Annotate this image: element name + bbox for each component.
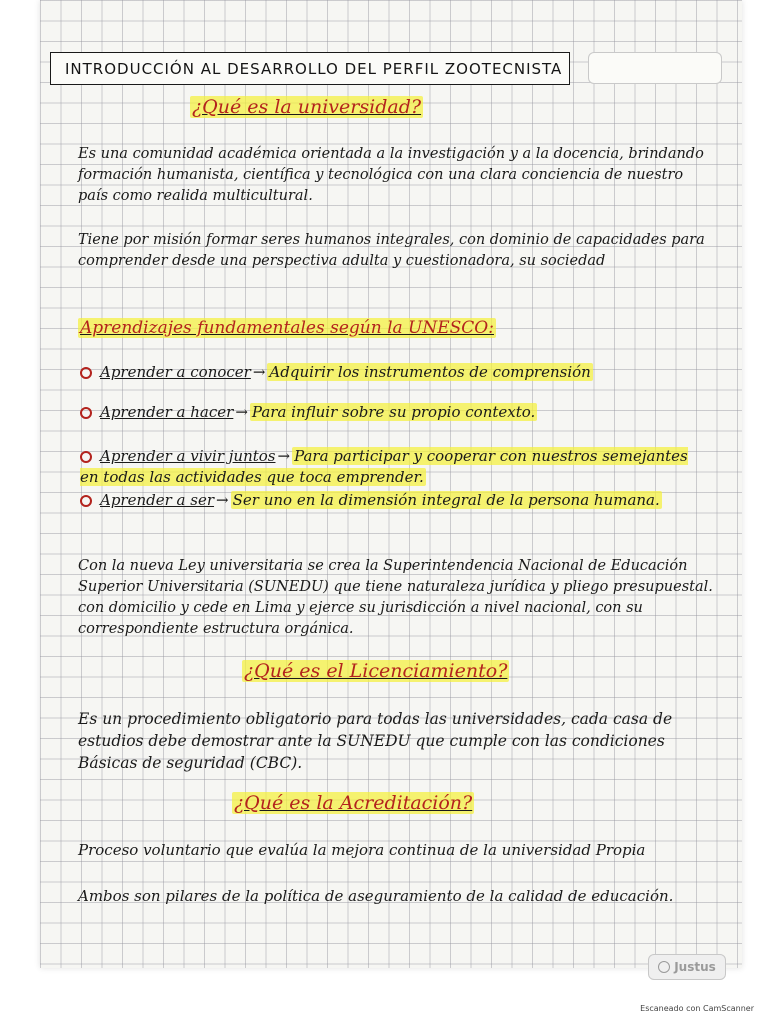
heading-acreditacion [232,792,474,814]
scanner-footer: Escaneado con CamScanner [640,1004,754,1013]
heading-licenciamiento-text: ¿Qué es el Licenciamiento? [244,660,508,682]
side-box [588,52,722,84]
page-title: INTRODUCCIÓN AL DESARROLLO DEL PERFIL ZOOTECNISTA [65,59,563,78]
heading-aprendizajes-text: Aprendizajes fundamentales según la UNESCO: [80,318,494,338]
bullet-dot-icon [80,451,92,463]
justus-watermark-text: Justus [674,960,716,974]
arrow-right-icon: → [252,363,266,381]
heading-universidad-text: ¿Qué es la universidad? [192,96,422,118]
paragraph-universidad-definition: Es una comunidad académica orientada a la investigación y a la docencia, brindando formación humanista, científica y tecnológica con una clara conciencia de nuestro país como realida multicultural. [78,146,704,204]
bullet-dot-icon [80,367,92,379]
heading-universidad [190,96,423,118]
heading-aprendizajes [78,318,496,338]
arrow-right-icon: → [235,403,248,421]
aprendizaje-item [80,490,710,511]
justus-logo-icon [658,961,670,973]
bullet-dot-icon [80,407,92,419]
arrow-right-icon: → [277,447,291,465]
aprendizaje-item [80,446,710,488]
aprendizaje-description: Ser uno en la dimensión integral de la persona humana. [232,491,660,509]
justus-watermark [648,954,726,980]
aprendizaje-item [80,362,593,383]
title-box [50,52,570,85]
paragraph-pilares: Ambos son pilares de la política de aseguramiento de la calidad de educación. [78,887,674,905]
aprendizaje-label: Aprender a conocer [100,363,251,381]
aprendizaje-description: Para influir sobre su propio contexto. [251,403,536,421]
bullet-dot-icon [80,495,92,507]
paragraph-acreditacion: Proceso voluntario que evalúa la mejora continua de la universidad Propia [78,841,646,859]
aprendizaje-description: Para participar y cooperar con nuestros semejantes en todas las actividades que toca emprender. [80,447,688,486]
aprendizaje-description: Adquirir los instrumentos de comprensión [269,363,591,381]
paragraph-licenciamiento: Es un procedimiento obligatorio para todas las universidades, cada casa de estudios debe demostrar ante la SUNEDU que cumple con las condiciones Básicas de seguridad (CBC). [78,710,673,772]
heading-acreditacion-text: ¿Qué es la Acreditación? [234,792,473,814]
aprendizaje-label: Aprender a hacer [100,403,234,421]
aprendizaje-item [80,402,537,423]
aprendizaje-label: Aprender a ser [100,491,215,509]
heading-licenciamiento [242,660,509,682]
paragraph-universidad-mision: Tiene por misión formar seres humanos integrales, con dominio de capacidades para comprender desde una perspectiva adulta y cuestionadora, su sociedad [78,232,705,269]
arrow-right-icon: → [216,491,229,509]
aprendizaje-label: Aprender a vivir juntos [100,447,276,465]
paragraph-ley-universitaria: Con la nueva Ley universitaria se crea la Superintendencia Nacional de Educación Superior Universitaria (SUNEDU) que tiene naturaleza jurídica y pliego presupuestal. con domicilio y cede en Lima y ejerce su jurisdicción a nivel nacional, con su correspondiente estructura orgánica. [78,558,713,637]
